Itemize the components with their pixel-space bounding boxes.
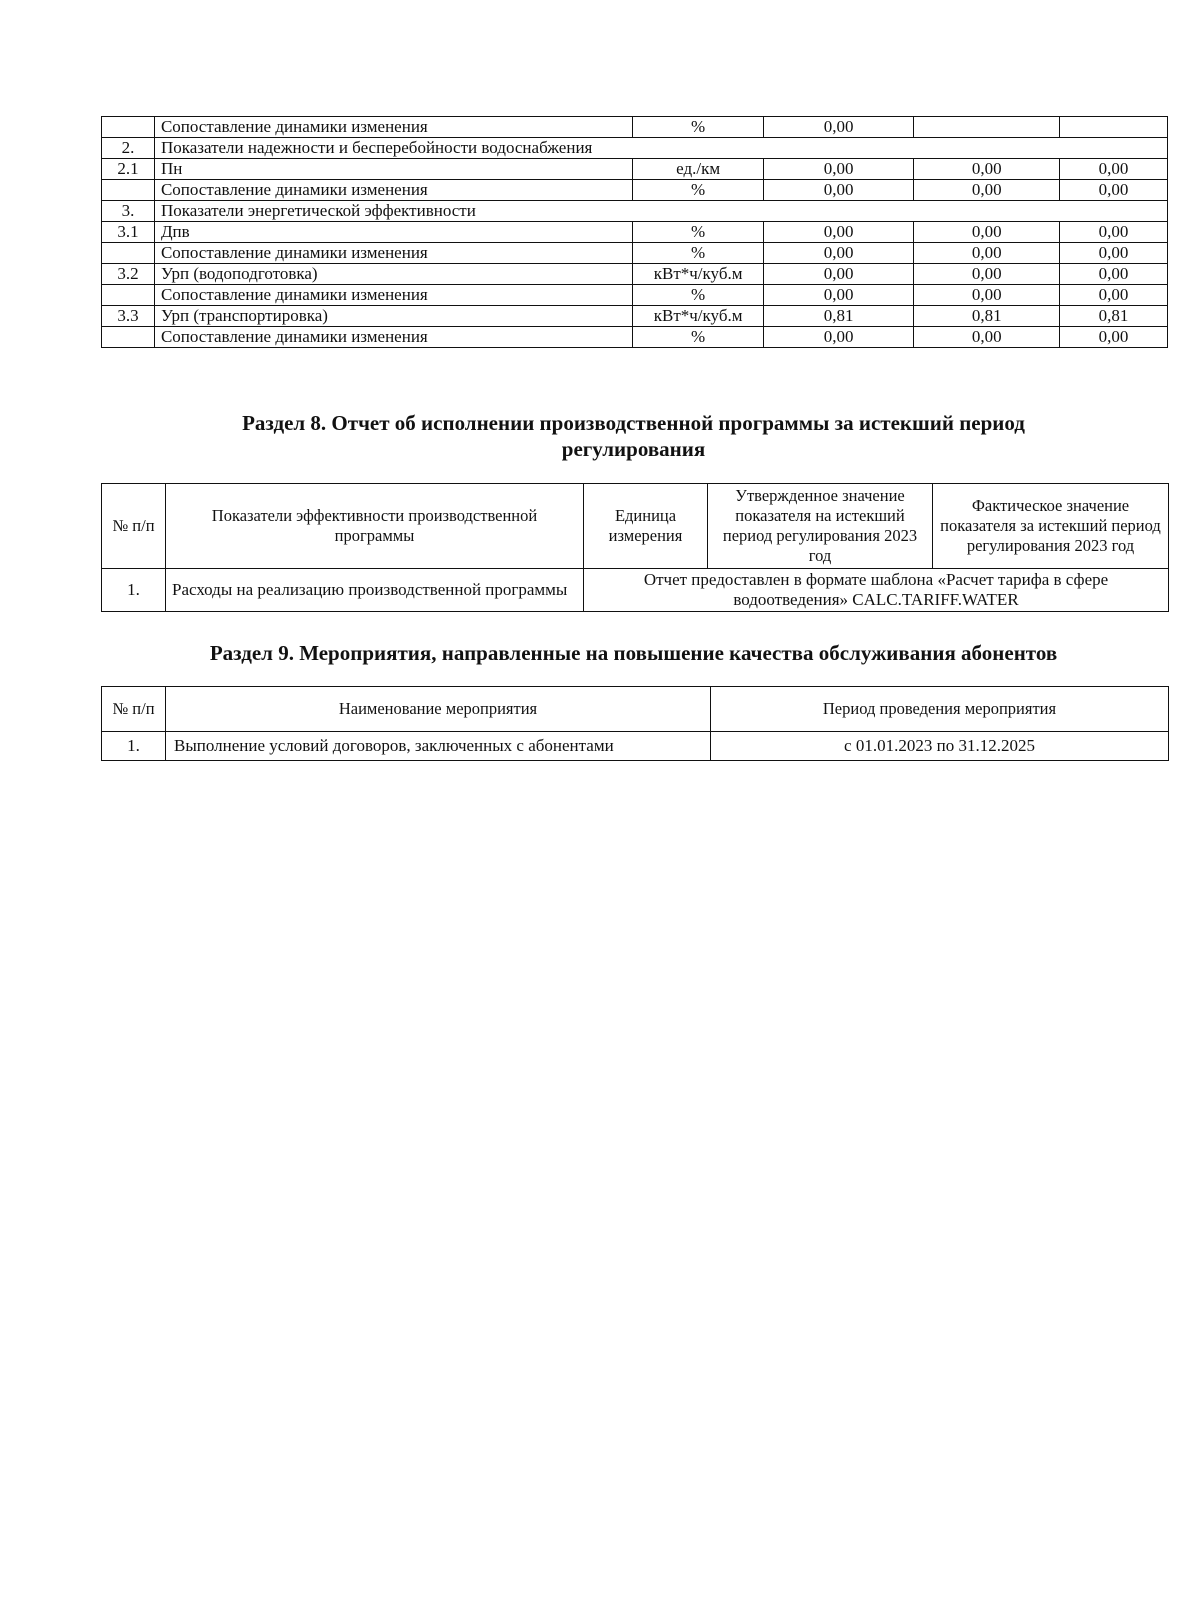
row-value-1: 0,00 [763,285,914,306]
table-row [102,117,1168,138]
row-name: Урп (транспортировка) [154,306,633,327]
row-num: 2.1 [102,159,155,180]
row-unit: % [633,327,763,348]
row-value-3: 0,00 [1060,180,1168,201]
row-value-1: 0,00 [763,180,914,201]
row-value-2: 0,00 [914,159,1060,180]
table-row [102,569,1169,612]
row-value-3: 0,00 [1060,159,1168,180]
row-unit: кВт*ч/куб.м [633,264,763,285]
section-8-title-line2: регулирования [561,437,706,461]
row-value-2: 0,81 [914,306,1060,327]
row-num [102,117,155,138]
section-8-title-line1: Раздел 8. Отчет об исполнении производственной программы за истекший период [242,411,1025,435]
header-num: № п/п [102,484,166,569]
row-period: с 01.01.2023 по 31.12.2025 [711,732,1169,761]
row-value-1: 0,00 [763,243,914,264]
indicators-table [101,116,1168,348]
table-row [102,222,1168,243]
row-num: 3.2 [102,264,155,285]
row-unit: кВт*ч/куб.м [633,306,763,327]
row-name: Сопоставление динамики изменения [154,327,633,348]
row-value-1: 0,00 [763,159,914,180]
table-row [102,327,1168,348]
header-period: Период проведения мероприятия [711,687,1169,732]
row-value-2: 0,00 [914,327,1060,348]
row-num: 2. [102,138,155,159]
row-group-title: Показатели энергетической эффективности [154,201,1167,222]
section-9-title: Раздел 9. Мероприятия, направленные на повышение качества обслуживания абонентов [209,641,1058,665]
row-unit: % [633,180,763,201]
row-num: 1. [102,732,166,761]
table-header-row [102,687,1169,732]
header-indicator: Показатели эффективности производственной программы [166,484,584,569]
section-8-title [100,410,1167,462]
row-unit: % [633,222,763,243]
row-unit: ед./км [633,159,763,180]
row-num [102,327,155,348]
row-value-3: 0,81 [1060,306,1168,327]
row-value-3: 0,00 [1060,285,1168,306]
row-name: Сопоставление динамики изменения [154,285,633,306]
table-row [102,732,1169,761]
row-value-2 [914,117,1060,138]
row-name: Выполнение условий договоров, заключенных с абонентами [166,732,711,761]
row-note: Отчет предоставлен в формате шаблона «Расчет тарифа в сфере водоотведения» CALC.TARIFF.WATER [584,569,1169,612]
row-value-2: 0,00 [914,285,1060,306]
row-num: 1. [102,569,166,612]
row-group-title: Показатели надежности и бесперебойности водоснабжения [154,138,1167,159]
row-value-3: 0,00 [1060,222,1168,243]
header-num: № п/п [102,687,166,732]
row-value-3 [1060,117,1168,138]
table-row [102,243,1168,264]
row-value-2: 0,00 [914,222,1060,243]
row-value-3: 0,00 [1060,243,1168,264]
row-name: Урп (водоподготовка) [154,264,633,285]
row-num: 3. [102,201,155,222]
header-approved: Утвержденное значение показателя на истекший период регулирования 2023 год [708,484,933,569]
row-name: Дпв [154,222,633,243]
header-actual: Фактическое значение показателя за истекший период регулирования 2023 год [933,484,1169,569]
header-name: Наименование мероприятия [166,687,711,732]
row-value-1: 0,00 [763,117,914,138]
row-value-2: 0,00 [914,180,1060,201]
table-row [102,285,1168,306]
row-unit: % [633,243,763,264]
row-indicator: Расходы на реализацию производственной программы [166,569,584,612]
row-value-1: 0,00 [763,327,914,348]
row-unit: % [633,117,763,138]
row-num [102,180,155,201]
row-value-1: 0,00 [763,222,914,243]
table-row [102,264,1168,285]
row-value-1: 0,00 [763,264,914,285]
section-9-table [101,686,1169,761]
row-value-1: 0,81 [763,306,914,327]
row-name: Сопоставление динамики изменения [154,117,633,138]
table-row [102,159,1168,180]
row-num: 3.1 [102,222,155,243]
table-row [102,138,1168,159]
table-row [102,306,1168,327]
table-row [102,180,1168,201]
row-num: 3.3 [102,306,155,327]
section-8-table [101,483,1169,612]
row-value-2: 0,00 [914,243,1060,264]
row-unit: % [633,285,763,306]
row-num [102,285,155,306]
row-num [102,243,155,264]
row-value-2: 0,00 [914,264,1060,285]
table-row [102,201,1168,222]
row-value-3: 0,00 [1060,264,1168,285]
table-header-row [102,484,1169,569]
row-value-3: 0,00 [1060,327,1168,348]
row-name: Пн [154,159,633,180]
row-name: Сопоставление динамики изменения [154,180,633,201]
row-name: Сопоставление динамики изменения [154,243,633,264]
header-unit: Единица измерения [584,484,708,569]
